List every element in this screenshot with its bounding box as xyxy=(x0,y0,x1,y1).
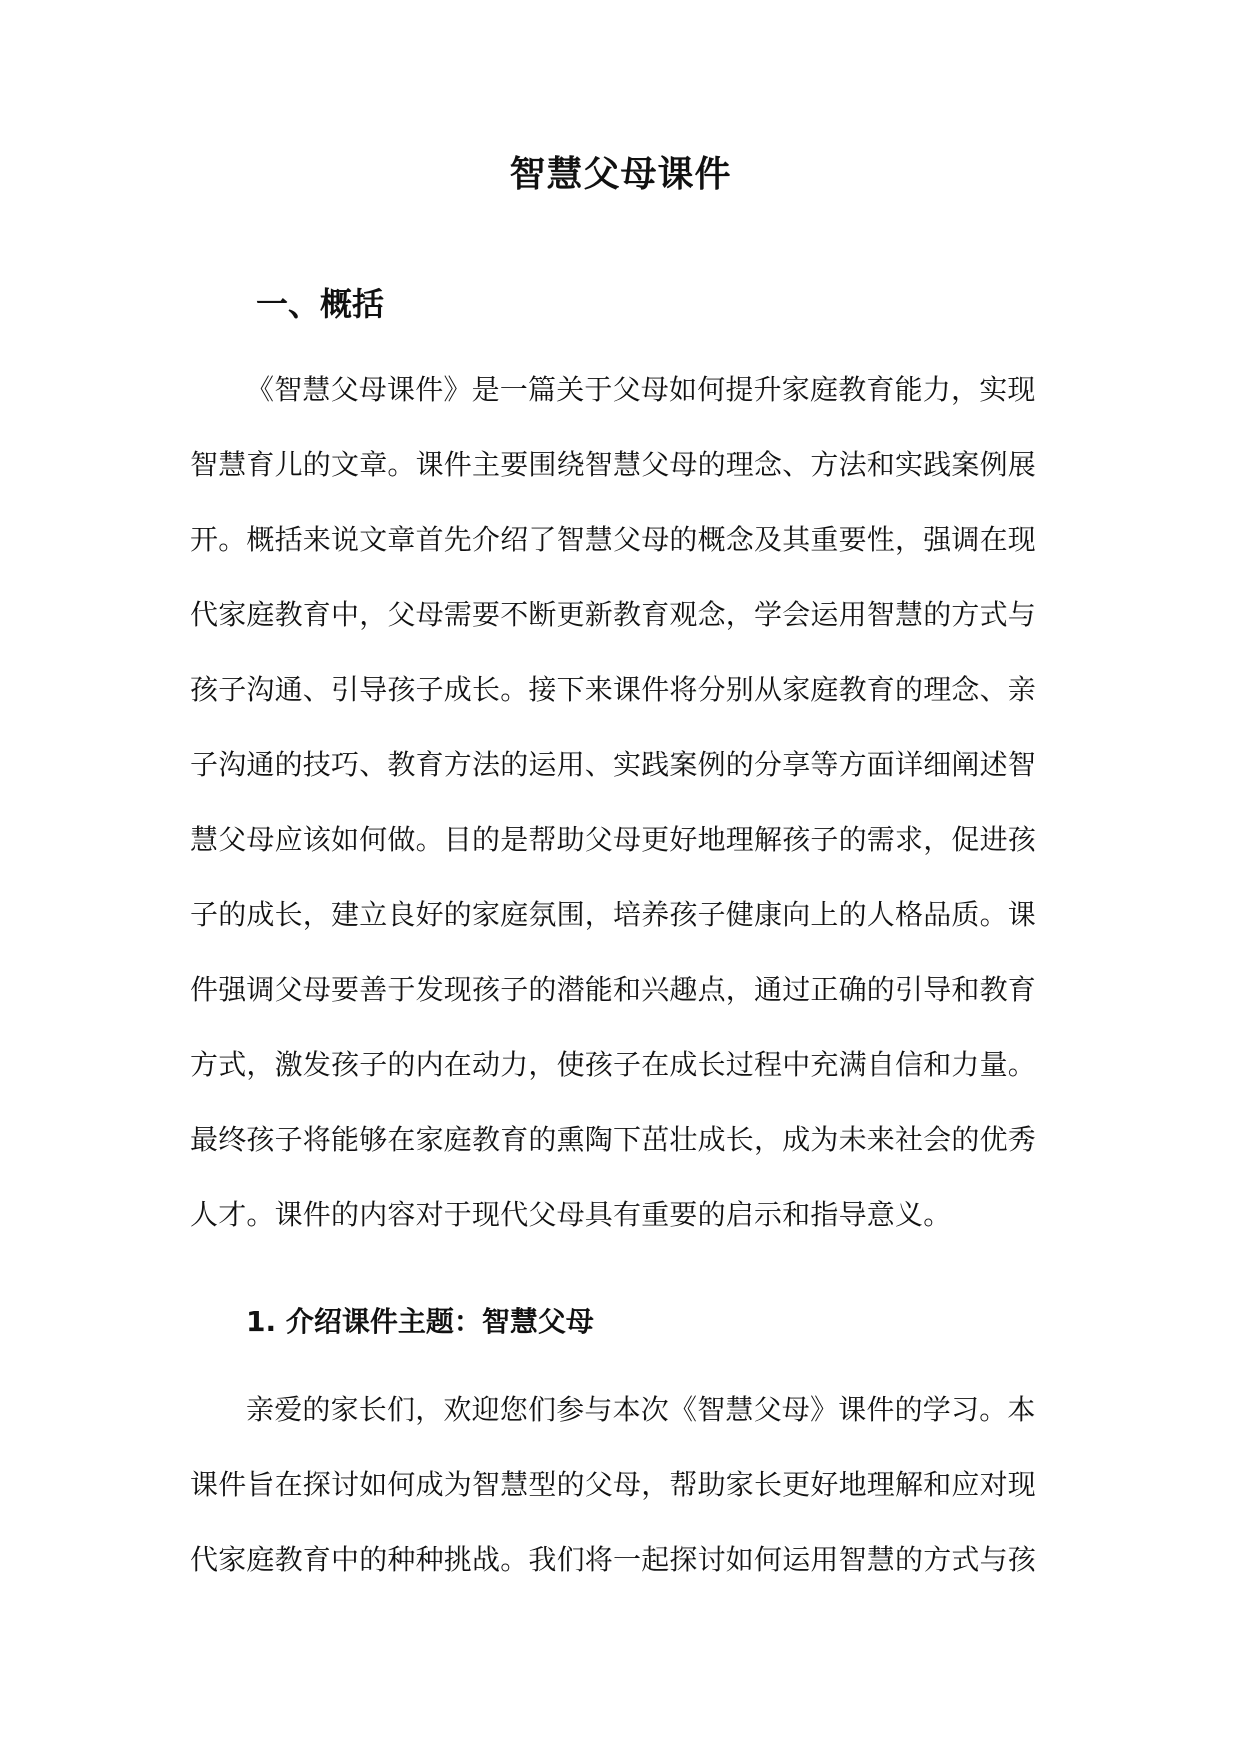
subsection-heading-topic: 1. 介绍课件主题：智慧父母 xyxy=(246,1305,594,1338)
topic-paragraph xyxy=(190,1372,1060,1597)
paragraph-line: 人才。课件的内容对于现代父母具有重要的启示和指导意义。 xyxy=(190,1198,952,1231)
document-title: 智慧父母课件 xyxy=(509,154,732,195)
paragraph-line: 件强调父母要善于发现孩子的潜能和兴趣点，通过正确的引导和教育 xyxy=(190,973,1037,1006)
paragraph-line: 子的成长，建立良好的家庭氛围，培养孩子健康向上的人格品质。课 xyxy=(190,898,1037,931)
paragraph-line: 课件旨在探讨如何成为智慧型的父母，帮助家长更好地理解和应对现 xyxy=(190,1468,1037,1501)
paragraph-line: 最终孩子将能够在家庭教育的熏陶下茁壮成长，成为未来社会的优秀 xyxy=(190,1123,1037,1156)
paragraph-line: 亲爱的家长们，欢迎您们参与本次《智慧父母》课件的学习。本 xyxy=(246,1393,1036,1426)
paragraph-line: 智慧育儿的文章。课件主要围绕智慧父母的理念、方法和实践案例展 xyxy=(190,448,1037,481)
paragraph-line: 代家庭教育中，父母需要不断更新教育观念，学会运用智慧的方式与 xyxy=(190,598,1037,631)
paragraph-line: 孩子沟通、引导孩子成长。接下来课件将分别从家庭教育的理念、亲 xyxy=(190,673,1037,706)
section-heading-overview: 一、概括 xyxy=(256,285,385,323)
paragraph-line: 代家庭教育中的种种挑战。我们将一起探讨如何运用智慧的方式与孩 xyxy=(190,1543,1037,1576)
paragraph-line: 慧父母应该如何做。目的是帮助父母更好地理解孩子的需求，促进孩 xyxy=(190,823,1037,856)
overview-paragraph xyxy=(190,352,1060,1252)
paragraph-line: 《智慧父母课件》是一篇关于父母如何提升家庭教育能力，实现 xyxy=(246,373,1036,406)
paragraph-line: 开。概括来说文章首先介绍了智慧父母的概念及其重要性，强调在现 xyxy=(190,523,1037,556)
paragraph-line: 子沟通的技巧、教育方法的运用、实践案例的分享等方面详细阐述智 xyxy=(190,748,1037,781)
paragraph-line: 方式，激发孩子的内在动力，使孩子在成长过程中充满自信和力量。 xyxy=(190,1048,1037,1081)
